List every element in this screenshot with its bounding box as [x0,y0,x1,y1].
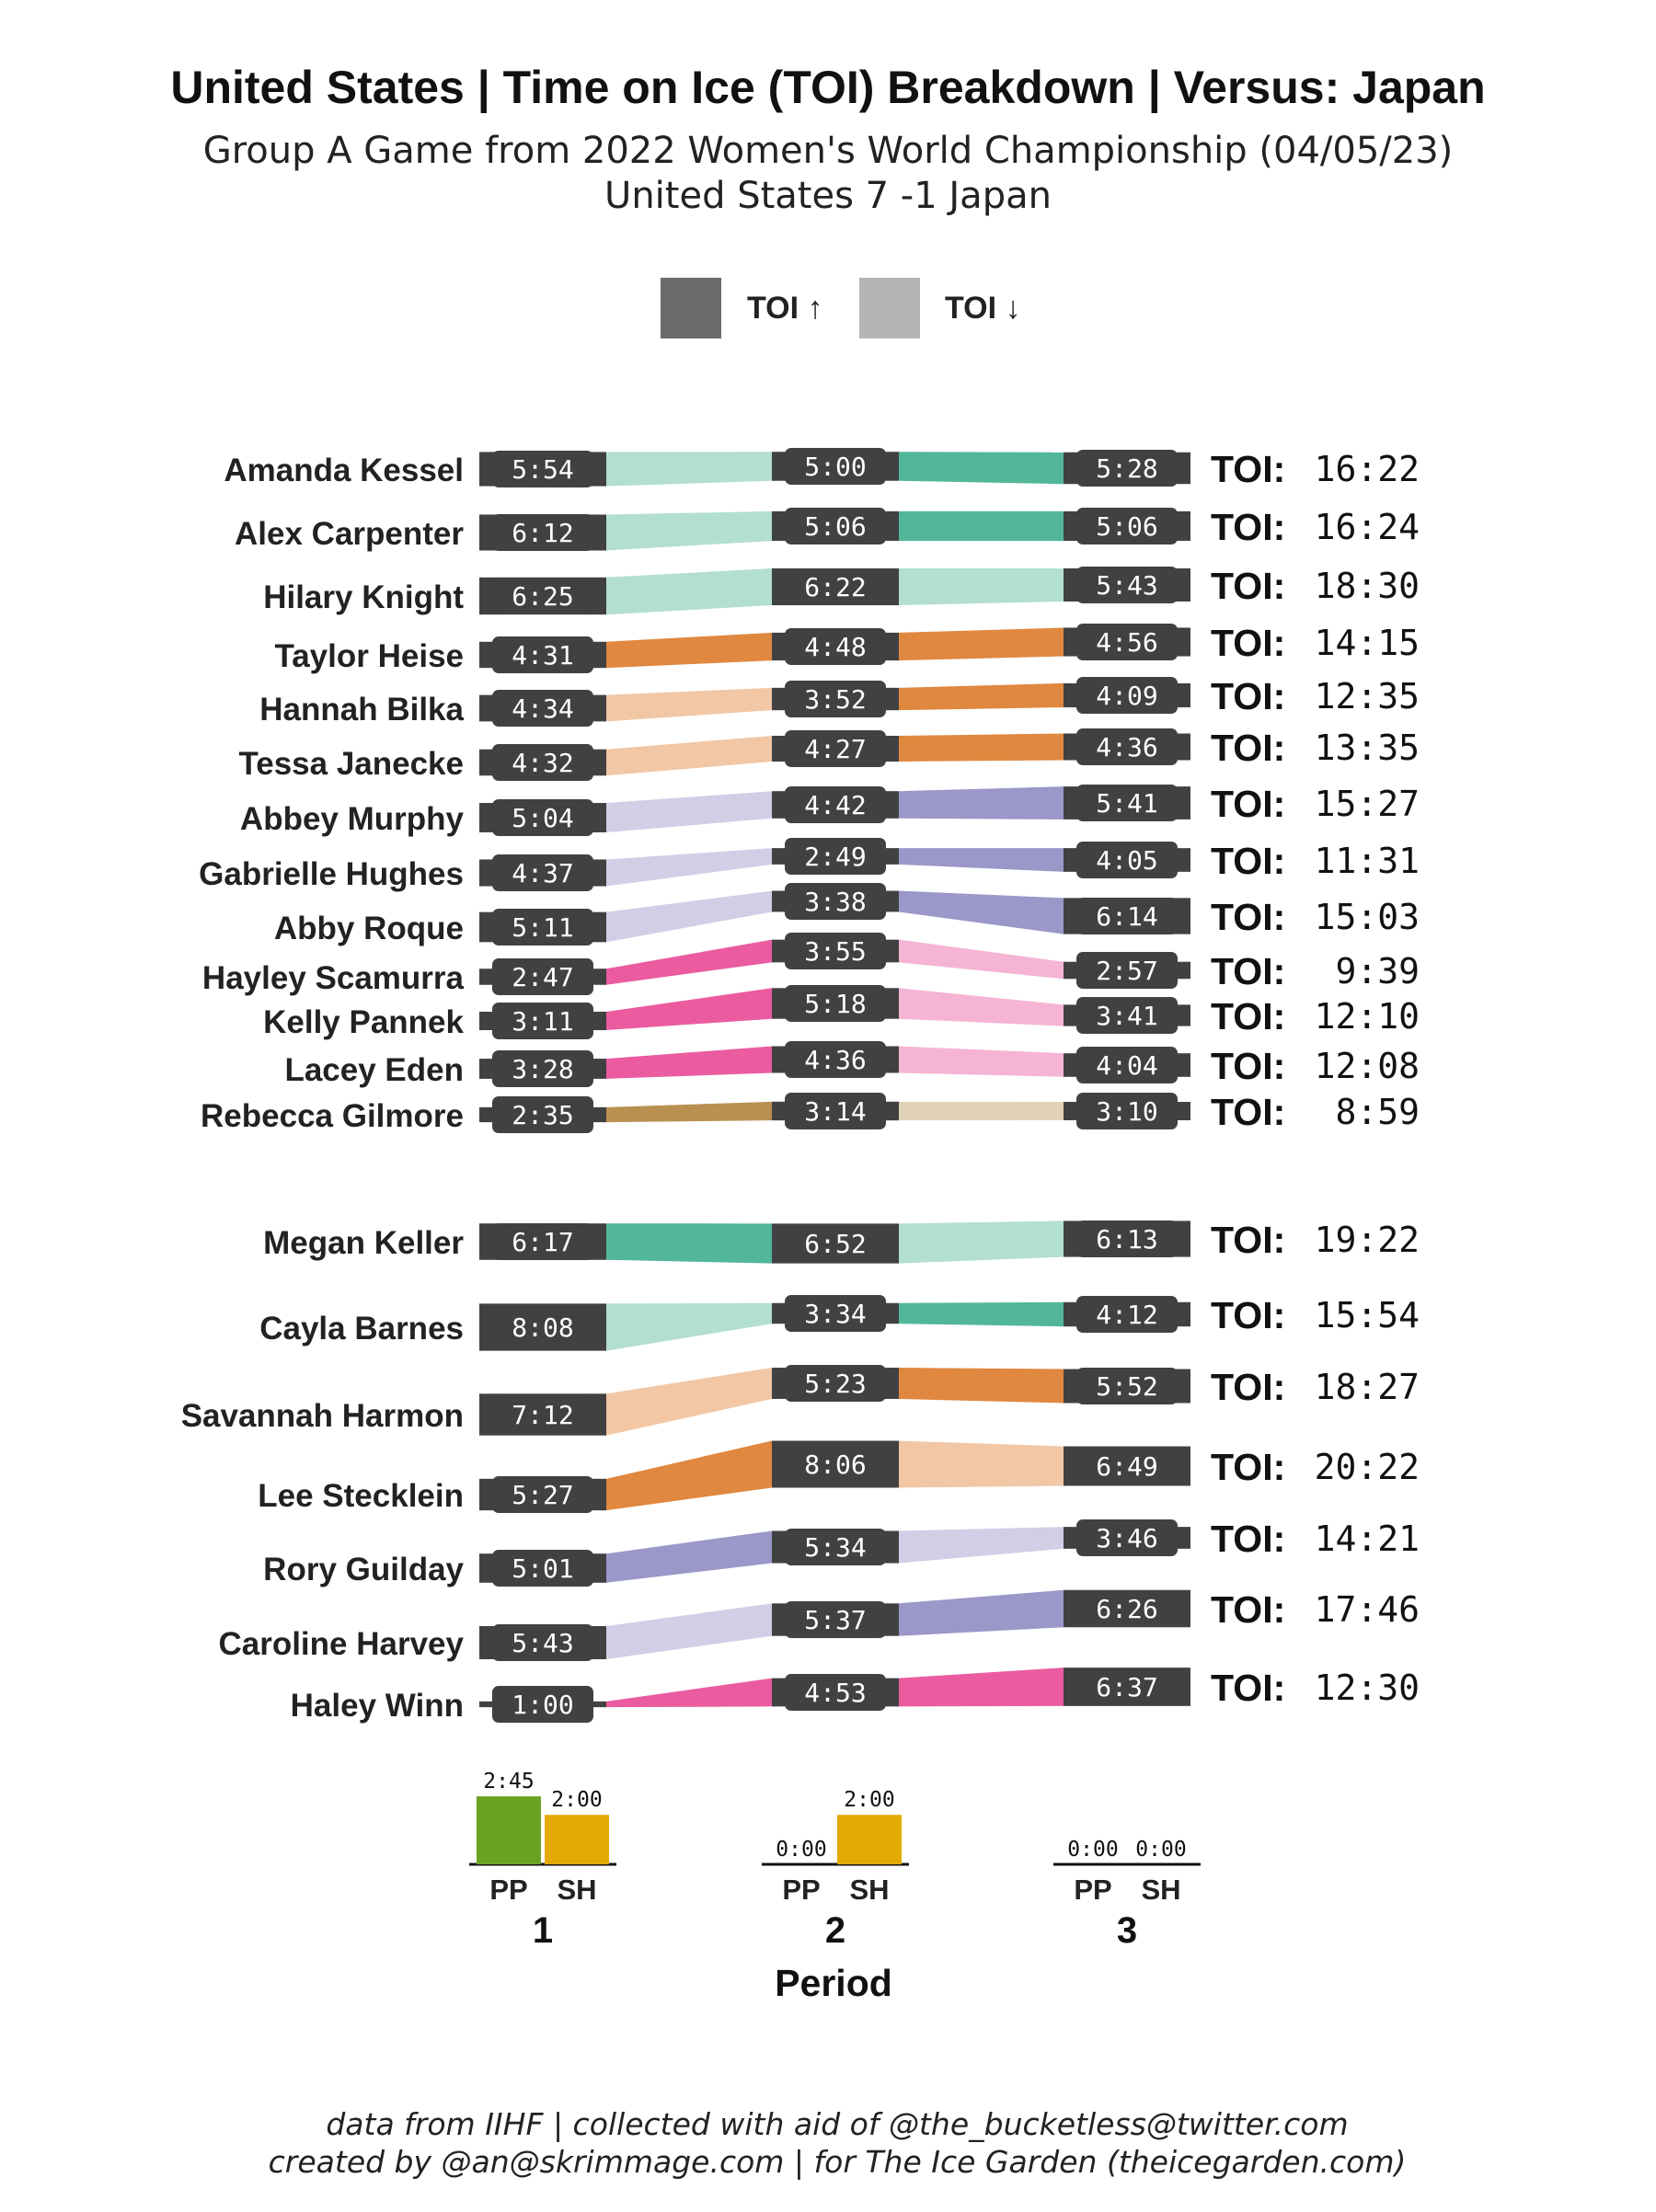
toi-box-forward-10-p2 [772,985,899,1022]
toi-period-value: 5:01 [512,1553,574,1584]
toi-period-value: 4:36 [804,1045,867,1075]
toi-box-forward-11-p2 [772,1041,899,1078]
player-name-forward-12: Rebecca Gilmore [201,1098,464,1134]
player-name-forward-10: Kelly Pannek [263,1004,464,1040]
player-name-forward-2: Hilary Knight [263,579,464,615]
toi-period-value: 8:08 [512,1312,574,1343]
toi-period-value: 4:48 [804,632,867,662]
toi-period-value: 4:09 [1096,681,1158,711]
toi-box-defense-5-p2 [772,1601,899,1638]
toi-box-defense-6-p2 [772,1674,899,1711]
toi-period-value: 4:37 [512,858,574,888]
toi-period-value: 2:35 [512,1100,574,1130]
toi-total-forward-7: 11:31 [1314,841,1420,881]
toi-period-value: 6:17 [512,1227,574,1257]
player-name-defense-0: Megan Keller [263,1225,464,1261]
ribbon-forward-11-p2-p3 [899,1047,1064,1077]
legend-up-label: TOI ↑ [747,291,823,326]
toi-period-value: 5:11 [512,912,574,943]
toi-box-forward-12-p3 [1064,1093,1190,1129]
toi-period-value: 5:37 [804,1605,867,1635]
toi-total-defense-2: 18:27 [1314,1367,1420,1407]
legend-up-swatch [661,278,721,338]
toi-box-defense-4-p2 [772,1529,899,1565]
toi-total-defense-0: 19:22 [1314,1220,1420,1260]
period-label: 2 [824,1910,846,1951]
toi-box-forward-2-p1 [479,578,606,614]
toi-box-forward-3-p1 [479,636,606,673]
toi-total-forward-6: 15:27 [1314,784,1420,824]
ribbon-forward-3-p1-p2 [606,633,772,668]
toi-period-value: 4:04 [1096,1050,1158,1081]
pp-value-label: 0:00 [1067,1838,1119,1862]
toi-word-forward-3: TOI: [1211,622,1286,664]
ribbon-forward-3-p2-p3 [899,627,1064,660]
player-name-forward-5: Tessa Janecke [238,746,464,782]
toi-total-forward-5: 13:35 [1314,728,1420,768]
sh-category-label: SH [1141,1874,1181,1906]
ribbon-defense-5-p2-p3 [899,1590,1064,1636]
player-name-defense-4: Rory Guilday [263,1552,464,1587]
toi-period-value: 4:53 [804,1678,867,1708]
toi-word-defense-0: TOI: [1211,1219,1286,1261]
ribbon-forward-11-p1-p2 [606,1047,772,1079]
toi-box-forward-7-p1 [479,854,606,891]
special-teams-period-3 [1053,1838,1201,1951]
toi-box-forward-12-p1 [479,1096,606,1133]
toi-word-forward-0: TOI: [1211,448,1286,490]
toi-box-forward-3-p2 [772,628,899,665]
toi-period-value: 5:28 [1096,453,1158,484]
ribbon-forward-8-p2-p3 [899,891,1064,934]
toi-period-value: 3:10 [1096,1096,1158,1127]
legend-down-swatch [859,278,920,338]
toi-total-forward-9: 9:39 [1335,951,1420,991]
toi-box-forward-5-p2 [772,730,899,767]
toi-total-forward-4: 12:35 [1314,676,1420,716]
ribbon-forward-8-p1-p2 [606,891,772,943]
toi-word-defense-4: TOI: [1211,1518,1286,1560]
toi-box-forward-8-p1 [479,909,606,946]
toi-box-defense-1-p2 [772,1295,899,1332]
player-name-forward-6: Abbey Murphy [239,801,464,837]
toi-box-forward-9-p1 [479,958,606,995]
ribbon-defense-5-p1-p2 [606,1603,772,1659]
ribbon-defense-0-p2-p3 [899,1221,1064,1263]
special-teams-period-2 [762,1788,909,1951]
ribbon-forward-10-p2-p3 [899,988,1064,1026]
period-label: 3 [1116,1910,1138,1951]
x-axis-title: Period [775,1962,892,2004]
toi-period-value: 6:25 [512,581,574,612]
toi-period-value: 5:27 [512,1480,574,1510]
toi-period-value: 4:34 [512,693,574,724]
chart-title: United States | Time on Ice (TOI) Breakdown | Versus: Japan [170,62,1486,113]
toi-period-value: 5:00 [804,452,867,482]
ribbon-defense-3-p1-p2 [606,1440,772,1510]
toi-box-defense-4-p1 [479,1550,606,1587]
toi-period-value: 4:05 [1096,845,1158,876]
toi-box-forward-4-p2 [772,681,899,717]
ribbon-forward-2-p2-p3 [899,568,1064,605]
toi-box-forward-8-p3 [1064,898,1190,934]
toi-box-forward-3-p3 [1064,624,1190,660]
toi-total-defense-4: 14:21 [1314,1519,1420,1559]
toi-period-value: 3:34 [804,1299,867,1329]
toi-box-forward-5-p3 [1064,728,1190,765]
box-layer [479,448,1190,1723]
ribbon-defense-6-p1-p2 [606,1679,772,1708]
legend [661,278,1021,338]
toi-period-value: 4:27 [804,734,867,764]
toi-period-value: 3:28 [512,1054,574,1084]
ribbon-defense-4-p2-p3 [899,1527,1064,1563]
toi-box-forward-9-p3 [1064,952,1190,989]
toi-word-forward-2: TOI: [1211,565,1286,607]
sh-category-label: SH [557,1874,597,1906]
player-name-forward-1: Alex Carpenter [235,516,464,552]
toi-word-defense-5: TOI: [1211,1588,1286,1631]
toi-period-value: 1:00 [512,1690,574,1720]
toi-period-value: 2:57 [1096,956,1158,986]
ribbon-forward-9-p2-p3 [899,940,1064,980]
toi-box-forward-0-p3 [1064,450,1190,487]
player-name-defense-6: Haley Winn [290,1688,464,1724]
player-name-forward-4: Hannah Bilka [259,692,464,728]
pp-category-label: PP [489,1874,528,1906]
toi-box-forward-1-p3 [1064,508,1190,544]
toi-word-forward-6: TOI: [1211,783,1286,825]
toi-box-defense-6-p3 [1064,1668,1190,1706]
toi-box-forward-10-p3 [1064,997,1190,1034]
sh-value-label: 2:00 [844,1788,895,1813]
toi-word-defense-2: TOI: [1211,1366,1286,1408]
ribbon-forward-9-p1-p2 [606,940,772,985]
ribbon-forward-1-p2-p3 [899,511,1064,541]
toi-box-defense-1-p3 [1064,1296,1190,1333]
toi-box-forward-1-p1 [479,514,606,551]
period-label: 1 [532,1910,554,1951]
ribbon-forward-12-p2-p3 [899,1102,1064,1120]
toi-period-value: 6:22 [804,572,867,602]
ribbon-forward-5-p1-p2 [606,736,772,775]
ribbon-defense-1-p1-p2 [606,1303,772,1351]
player-name-defense-3: Lee Stecklein [258,1478,464,1514]
player-name-forward-8: Abby Roque [273,911,464,946]
toi-period-value: 5:34 [804,1532,867,1563]
special-teams-period-1 [469,1770,616,1951]
toi-box-forward-1-p2 [772,508,899,544]
player-name-defense-5: Caroline Harvey [218,1626,464,1662]
toi-period-value: 2:49 [804,842,867,872]
pp-value-label: 2:45 [483,1770,535,1794]
toi-word-defense-1: TOI: [1211,1294,1286,1336]
toi-box-defense-4-p3 [1064,1519,1190,1556]
toi-word-forward-11: TOI: [1211,1045,1286,1087]
toi-period-value: 4:56 [1096,627,1158,658]
toi-total-forward-8: 15:03 [1314,897,1420,937]
toi-word-forward-12: TOI: [1211,1091,1286,1133]
toi-box-forward-0-p2 [772,448,899,485]
toi-period-value: 6:52 [804,1229,867,1259]
toi-period-value: 6:26 [1096,1594,1158,1624]
toi-box-forward-6-p3 [1064,785,1190,821]
special-teams-chart [469,1770,1201,1951]
toi-period-value: 5:43 [512,1628,574,1658]
toi-period-value: 5:23 [804,1369,867,1399]
toi-total-defense-6: 12:30 [1314,1668,1420,1708]
toi-box-defense-0-p1 [479,1223,606,1260]
toi-total-forward-1: 16:24 [1314,507,1420,547]
toi-period-value: 5:06 [1096,511,1158,542]
toi-box-forward-11-p3 [1064,1047,1190,1083]
toi-word-defense-6: TOI: [1211,1667,1286,1709]
sh-value-label: 0:00 [1135,1838,1187,1862]
toi-period-value: 3:11 [512,1006,574,1037]
toi-total-forward-12: 8:59 [1335,1092,1420,1132]
toi-box-forward-2-p2 [772,568,899,605]
toi-period-value: 6:37 [1096,1672,1158,1702]
chart-subtitle: Group A Game from 2022 Women's World Championship (04/05/23) [202,130,1454,172]
toi-total-defense-1: 15:54 [1314,1295,1420,1335]
toi-word-forward-5: TOI: [1211,727,1286,769]
toi-box-defense-2-p2 [772,1365,899,1402]
toi-word-forward-10: TOI: [1211,995,1286,1037]
ribbon-forward-12-p1-p2 [606,1102,772,1122]
toi-box-defense-3-p1 [479,1476,606,1513]
footer-credit: created by @an@skrimmage.com | for The Ice Garden (theicegarden.com) [268,2144,1407,2180]
ribbon-forward-7-p1-p2 [606,848,772,886]
toi-box-forward-7-p3 [1064,842,1190,878]
toi-box-forward-11-p1 [479,1050,606,1087]
pp-category-label: PP [782,1874,821,1906]
toi-box-forward-4-p3 [1064,677,1190,714]
toi-period-value: 5:04 [512,803,574,833]
ribbon-forward-4-p1-p2 [606,688,772,722]
ribbon-defense-2-p1-p2 [606,1368,772,1436]
player-name-forward-3: Taylor Heise [274,638,464,674]
ribbon-defense-4-p1-p2 [606,1530,772,1582]
toi-word-forward-9: TOI: [1211,950,1286,992]
toi-total-forward-0: 16:22 [1314,449,1420,489]
sh-bar [545,1815,609,1864]
toi-total-defense-5: 17:46 [1314,1589,1420,1630]
ribbon-forward-0-p2-p3 [899,452,1064,484]
toi-total-forward-10: 12:10 [1314,996,1420,1037]
toi-box-forward-4-p1 [479,690,606,727]
toi-box-forward-10-p1 [479,1003,606,1039]
toi-box-forward-9-p2 [772,933,899,969]
ribbon-forward-0-p1-p2 [606,452,772,486]
toi-period-value: 5:18 [804,989,867,1019]
toi-word-forward-1: TOI: [1211,506,1286,548]
toi-box-defense-1-p1 [479,1303,606,1350]
toi-period-value: 5:52 [1096,1371,1158,1402]
toi-box-forward-7-p2 [772,838,899,875]
toi-total-defense-3: 20:22 [1314,1447,1420,1487]
toi-word-forward-8: TOI: [1211,896,1286,938]
sh-category-label: SH [849,1874,890,1906]
chart-score-line: United States 7 -1 Japan [604,175,1052,217]
toi-period-value: 5:54 [512,454,574,485]
ribbon-forward-7-p2-p3 [899,848,1064,872]
sh-bar [837,1815,902,1864]
toi-period-value: 3:46 [1096,1523,1158,1553]
toi-box-defense-0-p2 [772,1223,899,1263]
toi-period-value: 4:32 [512,748,574,778]
toi-total-forward-11: 12:08 [1314,1046,1420,1086]
toi-period-value: 6:13 [1096,1224,1158,1255]
toi-box-defense-2-p3 [1064,1368,1190,1404]
ribbon-defense-0-p1-p2 [606,1223,772,1263]
pp-value-label: 0:00 [776,1838,827,1862]
toi-box-defense-3-p2 [772,1440,899,1487]
legend-down-label: TOI ↓ [945,291,1021,326]
ribbon-forward-6-p2-p3 [899,786,1064,819]
toi-period-value: 4:36 [1096,732,1158,762]
footer-source: data from IIHF | collected with aid of @the_bucketless@twitter.com [326,2106,1349,2142]
toi-word-defense-3: TOI: [1211,1446,1286,1488]
pp-category-label: PP [1074,1874,1112,1906]
sh-value-label: 2:00 [551,1788,603,1813]
toi-period-value: 5:43 [1096,570,1158,601]
toi-period-value: 6:14 [1096,901,1158,932]
toi-period-value: 7:12 [512,1400,574,1430]
pp-bar [477,1796,541,1864]
toi-period-value: 3:14 [804,1096,867,1127]
toi-word-forward-7: TOI: [1211,840,1286,882]
player-name-forward-7: Gabrielle Hughes [199,856,464,892]
toi-period-value: 4:12 [1096,1300,1158,1330]
toi-period-value: 5:06 [804,511,867,542]
toi-total-forward-3: 14:15 [1314,623,1420,663]
toi-box-defense-0-p3 [1064,1221,1190,1257]
player-name-forward-0: Amanda Kessel [224,453,464,488]
toi-period-value: 3:41 [1096,1001,1158,1031]
toi-box-forward-6-p1 [479,799,606,836]
ribbon-forward-1-p1-p2 [606,511,772,551]
toi-box-forward-12-p2 [772,1093,899,1129]
toi-box-defense-3-p3 [1064,1447,1190,1486]
toi-box-forward-0-p1 [479,451,606,487]
toi-period-value: 5:41 [1096,788,1158,819]
ribbon-defense-3-p2-p3 [899,1440,1064,1487]
toi-period-value: 6:49 [1096,1451,1158,1482]
toi-box-forward-2-p3 [1064,567,1190,603]
toi-period-value: 3:52 [804,684,867,715]
toi-box-defense-5-p1 [479,1624,606,1661]
player-name-defense-1: Cayla Barnes [259,1311,464,1347]
ribbon-forward-6-p1-p2 [606,791,772,832]
toi-period-value: 3:55 [804,936,867,967]
toi-box-forward-5-p1 [479,744,606,781]
ribbon-defense-2-p2-p3 [899,1368,1064,1403]
player-name-forward-11: Lacey Eden [284,1052,464,1088]
toi-total-forward-2: 18:30 [1314,566,1420,606]
toi-period-value: 3:38 [804,887,867,917]
toi-period-value: 8:06 [804,1450,867,1480]
ribbon-forward-10-p1-p2 [606,988,772,1030]
toi-word-forward-4: TOI: [1211,675,1286,717]
ribbon-defense-1-p2-p3 [899,1302,1064,1326]
toi-period-value: 4:31 [512,640,574,670]
ribbon-forward-4-p2-p3 [899,683,1064,710]
player-name-defense-2: Savannah Harmon [180,1398,464,1434]
toi-box-defense-2-p1 [479,1393,606,1435]
player-name-forward-9: Hayley Scamurra [201,960,464,996]
toi-period-value: 2:47 [512,962,574,992]
toi-box-defense-6-p1 [479,1686,606,1723]
toi-period-value: 4:42 [804,790,867,820]
toi-box-forward-8-p2 [772,883,899,920]
ribbon-defense-6-p2-p3 [899,1668,1064,1706]
toi-period-value: 6:12 [512,518,574,548]
toi-box-forward-6-p2 [772,786,899,823]
ribbon-forward-2-p1-p2 [606,568,772,614]
ribbon-forward-5-p2-p3 [899,734,1064,762]
toi-box-defense-5-p3 [1064,1590,1190,1628]
